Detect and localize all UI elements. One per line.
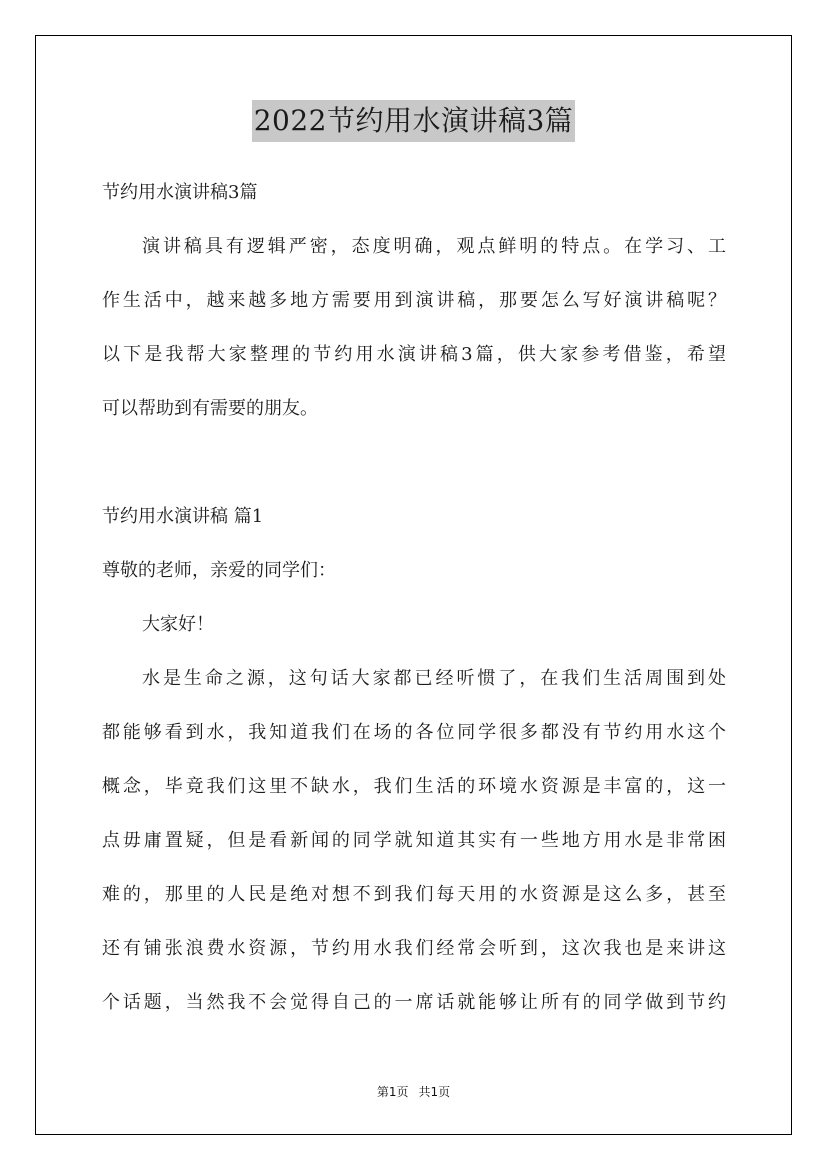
body-line-3: 概念，毕竟我们这里不缺水，我们生活的环境水资源是丰富的，这一 <box>102 776 726 797</box>
intro-line-4: 可以帮助到有需要的朋友。 <box>102 398 318 419</box>
section-heading: 节约用水演讲稿 篇1 <box>102 506 264 527</box>
body-line-1: 水是生命之源，这句话大家都已经听惯了，在我们生活周围到处 <box>142 668 726 689</box>
subtitle-line: 节约用水演讲稿3篇 <box>102 182 258 203</box>
body-line-4: 点毋庸置疑，但是看新闻的同学就知道其实有一些地方用水是非常困 <box>102 830 726 851</box>
intro-line-3: 以下是我帮大家整理的节约用水演讲稿3篇，供大家参考借鉴，希望 <box>102 344 726 365</box>
title-container <box>0 100 827 142</box>
body-line-7: 个话题，当然我不会觉得自己的一席话就能够让所有的同学做到节约 <box>102 992 726 1013</box>
body-line-2: 都能够看到水，我知道我们在场的各位同学很多都没有节约用水这个 <box>102 722 726 743</box>
body-line-6: 还有铺张浪费水资源，节约用水我们经常会听到，这次我也是来讲这 <box>102 938 726 959</box>
page-footer <box>0 1083 827 1100</box>
body-line-5: 难的，那里的人民是绝对想不到我们每天用的水资源是这么多，甚至 <box>102 884 726 905</box>
document-title: 2022节约用水演讲稿3篇 <box>252 100 576 142</box>
document-body <box>102 166 726 1030</box>
intro-line-2: 作生活中，越来越多地方需要用到演讲稿，那要怎么写好演讲稿呢？ <box>102 290 726 311</box>
paragraph-gap <box>102 436 726 490</box>
intro-line-1: 演讲稿具有逻辑严密，态度明确，观点鲜明的特点。在学习、工 <box>142 236 726 257</box>
page-number: 第1页 <box>376 1085 409 1099</box>
greeting-line: 大家好！ <box>142 614 214 635</box>
page-total: 共1页 <box>418 1085 451 1099</box>
salutation-line: 尊敬的老师，亲爱的同学们： <box>102 560 336 581</box>
